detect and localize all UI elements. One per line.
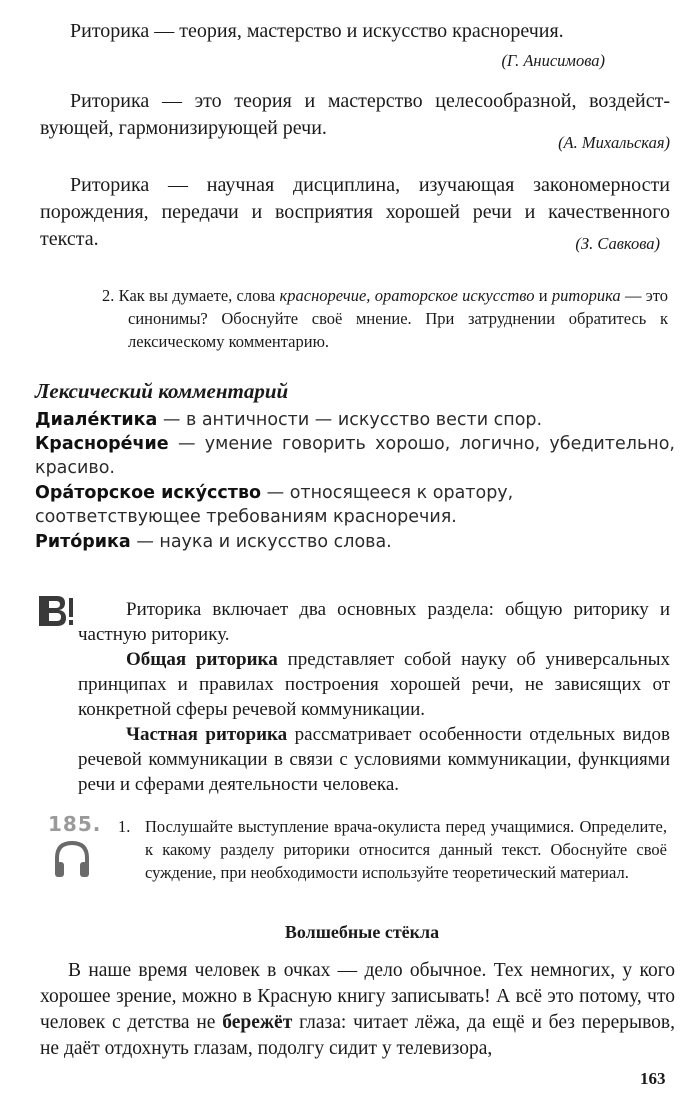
lexical-term: Рито́рика — [35, 532, 131, 552]
theory-private — [78, 722, 670, 797]
definition-2-author: (А. Михальская) — [558, 133, 670, 152]
theory-general-term: Общая риторика — [126, 649, 278, 670]
theory-private-text: рассматривает особенности отдельных видов речевой коммуникации в связи с условиями коммуникации, функциями речи и сферами деятельности человека. — [78, 724, 670, 795]
page-number: 163 — [640, 1069, 666, 1088]
lexical-term: Диале́ктика — [35, 410, 158, 430]
task-text-end: — это синонимы? Обоснуйте своё мнение. При затруднении обратитесь к лексическому комментарию. — [128, 286, 669, 351]
definition-1-author: (Г. Анисимова) — [501, 51, 605, 70]
lexical-def: — относящееся к оратору, соответствующее требованиям красноречия. — [35, 483, 514, 527]
headphones-icon — [52, 838, 92, 880]
story-title-text: Волшебные стёкла — [284, 922, 440, 942]
definition-2: Риторика — это теория и мастерство целесообразной, воздействующей, гармонизирующей речи. — [40, 90, 670, 139]
story-bold-word: бережёт — [222, 1012, 293, 1033]
task-conjunction: и — [538, 286, 548, 305]
story-part-2: глаза: читает лёжа, да ещё и без перерывов, не даёт отдохнуть глазам, подолгу сидит у телевизора, — [40, 1012, 676, 1059]
task-italic-term: риторика — [551, 286, 621, 305]
lexical-def: — в античности — искусство вести спор. — [162, 410, 543, 430]
lexical-entry — [35, 530, 675, 554]
lexical-heading: Лексический комментарий — [35, 379, 289, 403]
story-title — [0, 922, 700, 943]
lexical-entry — [35, 432, 675, 480]
task-2 — [102, 284, 669, 353]
task-italic-terms: красноречие, ораторское искусство — [279, 286, 535, 305]
exercise-item-number: 1. — [118, 817, 131, 836]
definition-3-author: (З. Савкова) — [575, 234, 660, 253]
story-part-1: В наше время человек в очках — дело обычное. Тех немногих, у кого хорошее зрение, можно в Красную книгу записывать! А всё это потому, что человек с детства не — [40, 960, 675, 1033]
lexical-entry — [35, 408, 675, 432]
lexical-term: Красноре́чие — [35, 434, 169, 454]
exercise-number: 185. — [48, 812, 102, 836]
lexical-term: Ора́торское иску́сство — [35, 483, 262, 503]
definition-1: Риторика — теория, мастерство и искусство красноречия. — [70, 20, 564, 42]
task-number: 2. — [102, 286, 115, 305]
lexical-def: — умение говорить хорошо, логично, убедительно, красиво. — [35, 434, 675, 478]
theory-intro: Риторика включает два основных раздела: общую риторику и частную риторику. — [78, 599, 670, 645]
theory-icon — [38, 594, 78, 628]
definition-3: Риторика — научная дисциплина, изучающая закономерности порождения, передачи и восприятия хорошей речи и качественного текста. — [40, 174, 670, 250]
lexical-entry — [35, 481, 675, 529]
lexical-def: — наука и искусство слова. — [136, 532, 392, 552]
theory-b-icon — [38, 594, 78, 628]
task-text: Как вы думаете, слова — [118, 286, 276, 305]
exercise-text: Послушайте выступление врача-окулиста перед учащимися. Определите, к какому разделу риторики относится данный текст. Обоснуйте своё суждение, при необходимости используйте теоретический материал. — [145, 817, 667, 882]
theory-general — [78, 647, 670, 722]
theory-general-text: представляет собой науку об универсальных принципах и правилах построения хорошей речи, не зависящих от конкретной сферы речевой коммуникации. — [78, 649, 671, 720]
theory-private-term: Частная риторика — [126, 724, 288, 745]
story-text — [40, 958, 675, 1062]
